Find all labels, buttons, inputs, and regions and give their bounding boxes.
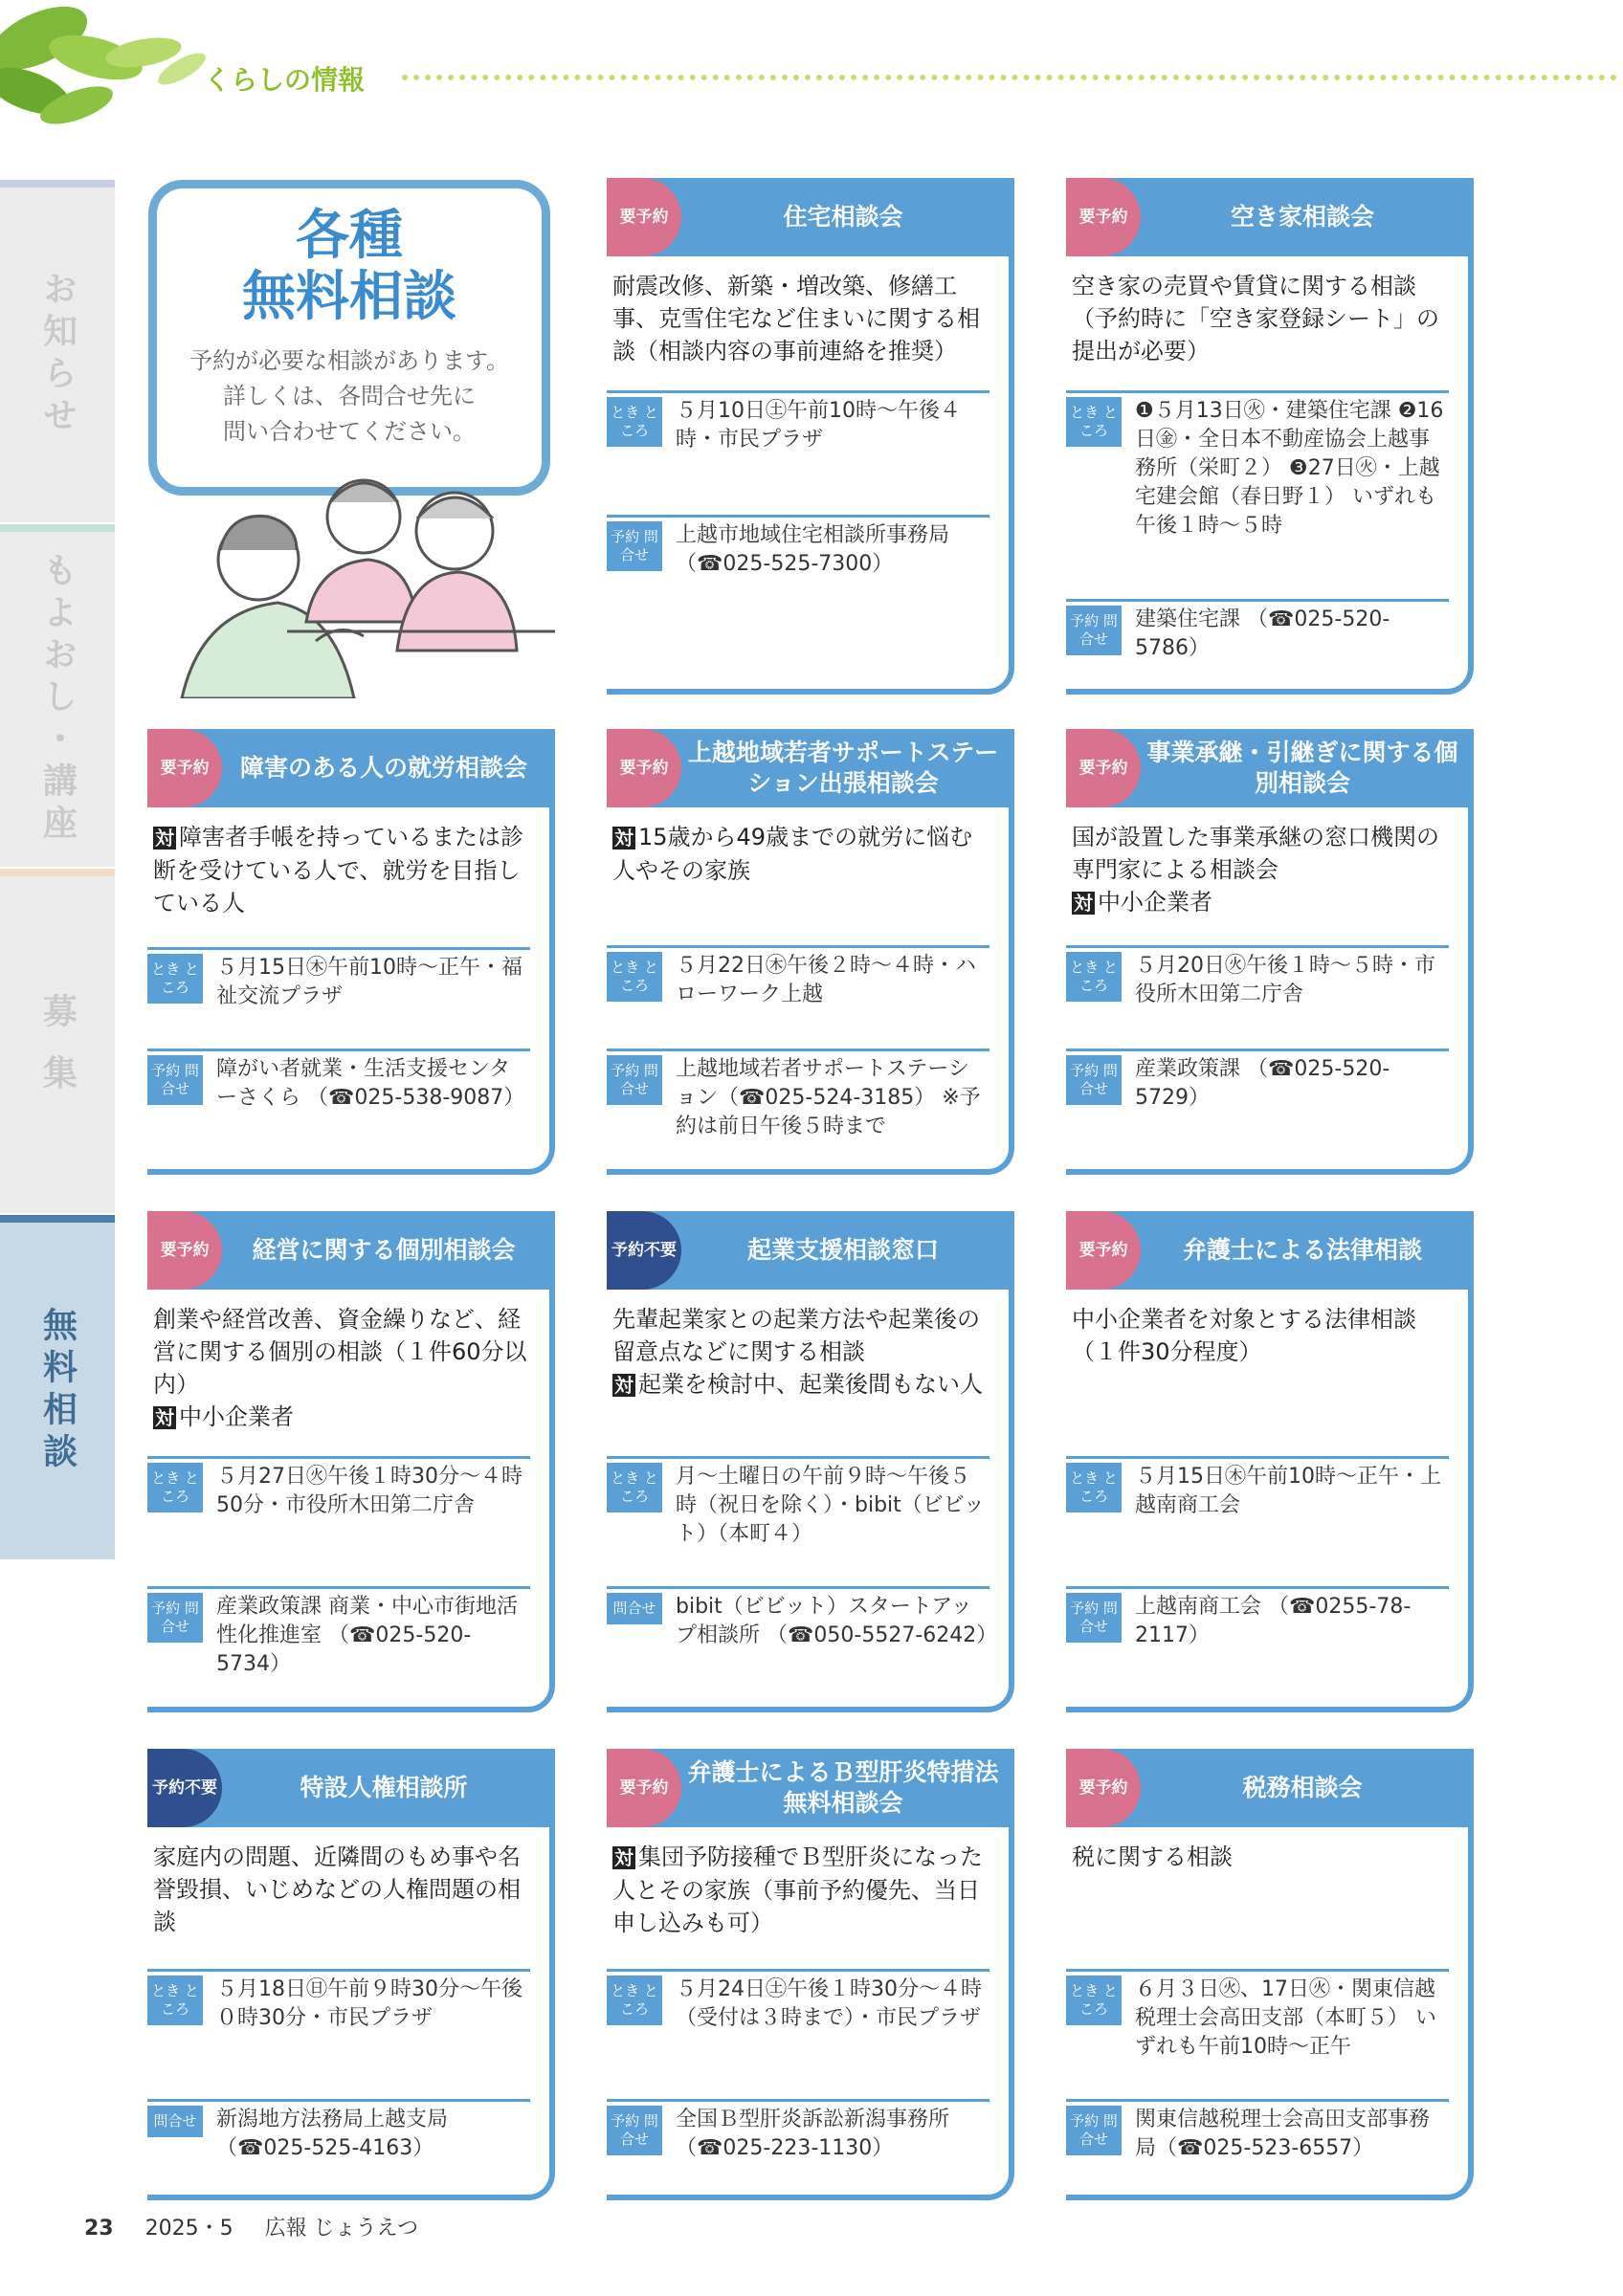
contact-value: 全国Ｂ型肝炎訴訟新潟事務所 （☎025-223-1130） bbox=[676, 2108, 950, 2160]
schedule-row bbox=[1066, 1969, 1449, 2062]
card-description: 対 集団予防接種でＢ型肝炎になった人とその家族（事前予約優先、当日申し込みも可） bbox=[612, 1843, 983, 1936]
when-where-label: とき ところ bbox=[607, 1463, 662, 1512]
section-title: くらしの情報 bbox=[204, 64, 366, 96]
contact-row bbox=[1066, 1586, 1449, 1650]
when-where-label: とき ところ bbox=[147, 1463, 203, 1512]
card-b-kanen bbox=[607, 1749, 1014, 2200]
contact-row bbox=[607, 515, 989, 579]
schedule-row bbox=[147, 947, 530, 1011]
when-where-label: とき ところ bbox=[1066, 1463, 1122, 1512]
side-tab-moyooshi[interactable]: もよおし・講座 bbox=[0, 524, 115, 867]
contact-label: 予約 問合せ bbox=[1066, 2106, 1122, 2155]
reservation-badge: 要予約 bbox=[607, 178, 681, 256]
schedule-value: ５月27日㊋午後１時30分～４時50分・市役所木田第二庁舎 bbox=[216, 1465, 522, 1517]
schedule-value: ５月20日㊋午後１時～５時・市役所木田第二庁舎 bbox=[1135, 954, 1435, 1006]
card-description: 税に関する相談 bbox=[1072, 1843, 1233, 1870]
consultation-illustration bbox=[172, 459, 565, 698]
card-description: 耐震改修、新築・増改築、修繕工事、克雪住宅など住まいに関する相談（相談内容の事前連絡を推奨） bbox=[612, 273, 980, 364]
reservation-badge: 要予約 bbox=[607, 729, 681, 807]
reservation-badge: 要予約 bbox=[1066, 729, 1141, 807]
contact-row bbox=[147, 2099, 530, 2163]
reservation-badge: 要予約 bbox=[607, 1749, 681, 1827]
when-where-label: とき ところ bbox=[1066, 952, 1122, 1002]
card-description: 国が設置した事業承継の窓口機関の専門家による相談会 対 中小企業者 bbox=[1072, 824, 1439, 916]
card-kigyo-shien bbox=[607, 1211, 1014, 1712]
contact-value: 産業政策課 商業・中心市街地活性化推進室 （☎025-520-5734） bbox=[216, 1595, 518, 1676]
card-title: 弁護士によるＢ型肝炎特措法無料相談会 bbox=[687, 1758, 999, 1817]
schedule-value: ❶５月13日㊋・建築住宅課 ❷16日㊎・全日本不動産協会上越事務所（栄町２） ❸27日㊋・上越宅建会館（春日野１） いずれも午後１時～５時 bbox=[1135, 399, 1444, 538]
card-title: 税務相談会 bbox=[1242, 1774, 1363, 1801]
schedule-value: ６月３日㊋、17日㊋・関東信越税理士会高田支部（本町５） いずれも午前10時～正午 bbox=[1135, 1977, 1436, 2059]
contact-label: 予約 問合せ bbox=[607, 1055, 662, 1105]
contact-label: 予約 問合せ bbox=[1066, 606, 1122, 655]
contact-value: 上越南商工会 （☎0255-78-2117） bbox=[1135, 1595, 1412, 1647]
card-description: 対 15歳から49歳までの就労に悩む人やその家族 bbox=[612, 824, 973, 884]
card-title: 空き家相談会 bbox=[1230, 203, 1374, 231]
schedule-value: ５月10日㊏午前10時～午後４時・市民プラザ bbox=[676, 399, 961, 452]
card-description: 創業や経営改善、資金繰りなど、経営に関する個別の相談（１件60分以内） 対 中小企業者 bbox=[153, 1306, 527, 1430]
schedule-row bbox=[607, 945, 989, 1009]
contact-value: 建築住宅課 （☎025-520-5786） bbox=[1135, 607, 1390, 660]
reservation-badge: 予約不要 bbox=[607, 1211, 681, 1290]
contact-value: 障がい者就業・生活支援センターさくら （☎025-538-9087） bbox=[216, 1057, 525, 1110]
contact-label: 予約 問合せ bbox=[147, 1055, 203, 1105]
reservation-badge: 要予約 bbox=[147, 1211, 222, 1290]
schedule-row bbox=[607, 1969, 989, 2033]
card-akiya bbox=[1066, 178, 1474, 695]
when-where-label: とき ところ bbox=[147, 1976, 203, 2025]
card-jutaku bbox=[607, 178, 1014, 695]
contact-value: 産業政策課 （☎025-520-5729） bbox=[1135, 1057, 1390, 1110]
card-title: 上越地域若者サポートステーション出張相談会 bbox=[687, 739, 999, 797]
contact-value: 上越市地域住宅相談所事務局 （☎025-525-7300） bbox=[676, 523, 950, 576]
reservation-badge: 要予約 bbox=[147, 729, 222, 807]
header-dotted-line bbox=[402, 75, 1617, 80]
card-zeimu bbox=[1066, 1749, 1474, 2200]
intro-text: 予約が必要な相談があります。 詳しくは、各問合せ先に 問い合わせてください。 bbox=[189, 347, 510, 445]
publication-name: 広報 じょうえつ bbox=[264, 2217, 419, 2241]
card-shogai-shuro bbox=[147, 729, 555, 1175]
schedule-value: ５月24日㊏午後１時30分～４時（受付は３時まで）・市民プラザ bbox=[676, 1977, 982, 2030]
card-bengoshi-horitsu bbox=[1066, 1211, 1474, 1712]
when-where-label: とき ところ bbox=[1066, 1976, 1122, 2025]
contact-row bbox=[1066, 599, 1449, 663]
contact-value: bibit（ビビット）スタートアップ相談所 （☎050-5527-6242） bbox=[676, 1595, 998, 1647]
schedule-row bbox=[147, 1456, 530, 1520]
target-label: 対 bbox=[155, 1406, 174, 1429]
target-label: 対 bbox=[614, 827, 634, 850]
card-title: 特設人権相談所 bbox=[300, 1774, 468, 1801]
contact-label: 問合せ bbox=[607, 1593, 662, 1624]
intro-title: 各種 無料相談 bbox=[242, 205, 456, 328]
side-tab-oshirase[interactable]: お知らせ bbox=[0, 180, 115, 522]
page-footer bbox=[84, 2212, 418, 2241]
when-where-label: とき ところ bbox=[1066, 397, 1122, 447]
card-jigyo-shokei bbox=[1066, 729, 1474, 1175]
contact-row bbox=[147, 1586, 530, 1679]
card-title: 起業支援相談窓口 bbox=[746, 1236, 939, 1264]
reservation-badge: 要予約 bbox=[1066, 1749, 1141, 1827]
reservation-badge: 要予約 bbox=[1066, 178, 1141, 256]
contact-label: 予約 問合せ bbox=[1066, 1593, 1122, 1643]
schedule-value: ５月22日㊍午後２時～４時・ハローワーク上越 bbox=[676, 954, 976, 1006]
contact-label: 予約 問合せ bbox=[607, 521, 662, 571]
target-label: 対 bbox=[614, 1374, 634, 1397]
leaves-decoration bbox=[0, 0, 220, 134]
contact-value: 関東信越税理士会高田支部事務局（☎025-523-6557） bbox=[1135, 2108, 1431, 2160]
schedule-row bbox=[1066, 1456, 1449, 1520]
issue-date: 2025・5 bbox=[145, 2217, 233, 2241]
contact-row bbox=[147, 1049, 530, 1113]
when-where-label: とき ところ bbox=[607, 1976, 662, 2025]
intro-box bbox=[148, 180, 550, 496]
contact-label: 予約 問合せ bbox=[1066, 1055, 1122, 1105]
schedule-row bbox=[607, 390, 989, 454]
schedule-value: ５月15日㊍午前10時～正午・福祉交流プラザ bbox=[216, 956, 522, 1008]
card-description: 家庭内の問題、近隣間のもめ事や名誉毀損、いじめなどの人権問題の相談 bbox=[153, 1843, 521, 1935]
card-wakamono bbox=[607, 729, 1014, 1175]
card-description: 中小企業者を対象とする法律相談（１件30分程度） bbox=[1072, 1306, 1416, 1365]
card-jinken bbox=[147, 1749, 555, 2200]
schedule-row bbox=[1066, 945, 1449, 1009]
schedule-value: 月～土曜日の午前９時～午後５時（祝日を除く）・bibit（ビビット）（本町４） bbox=[676, 1465, 985, 1546]
schedule-value: ５月15日㊍午前10時～正午・上越南商工会 bbox=[1135, 1465, 1441, 1517]
card-description: 空き家の売買や賃貸に関する相談（予約時に「空き家登録シート」の提出が必要） bbox=[1072, 273, 1439, 364]
contact-row bbox=[607, 1586, 998, 1650]
side-tab-boshu[interactable]: 募 集 bbox=[0, 869, 115, 1213]
card-title: 事業承継・引継ぎに関する個別相談会 bbox=[1146, 739, 1458, 797]
reservation-badge: 予約不要 bbox=[147, 1749, 222, 1827]
contact-label: 問合せ bbox=[147, 2106, 203, 2137]
target-label: 対 bbox=[1074, 892, 1093, 915]
contact-label: 予約 問合せ bbox=[607, 2106, 662, 2155]
card-title: 障害のある人の就労相談会 bbox=[239, 754, 527, 782]
target-label: 対 bbox=[614, 1846, 634, 1869]
contact-row bbox=[607, 2099, 989, 2163]
when-where-label: とき ところ bbox=[607, 952, 662, 1002]
schedule-row bbox=[1066, 390, 1449, 541]
schedule-row bbox=[147, 1969, 530, 2033]
card-keiei bbox=[147, 1211, 555, 1712]
contact-value: 上越地域若者サポートステーション（☎025-524-3185） ※予約は前日午後５時まで bbox=[676, 1057, 981, 1138]
reservation-badge: 要予約 bbox=[1066, 1211, 1141, 1290]
card-description: 対 障害者手帳を持っているまたは診断を受けている人で、就労を目指している人 bbox=[153, 824, 523, 916]
card-title: 弁護士による法律相談 bbox=[1182, 1236, 1422, 1264]
target-label: 対 bbox=[155, 827, 174, 850]
contact-value: 新潟地方法務局上越支局 （☎025-525-4163） bbox=[216, 2108, 449, 2160]
contact-row bbox=[607, 1049, 989, 1141]
card-title: 経営に関する個別相談会 bbox=[252, 1236, 516, 1264]
when-where-label: とき ところ bbox=[607, 397, 662, 447]
side-tab-muryo-sodan[interactable]: 無料相談 bbox=[0, 1215, 115, 1559]
contact-row bbox=[1066, 1049, 1449, 1113]
card-description: 先輩起業家との起業方法や起業後の留意点などに関する相談 対 起業を検討中、起業後間もない人 bbox=[612, 1306, 983, 1398]
contact-row bbox=[1066, 2099, 1449, 2163]
page-number: 23 bbox=[84, 2217, 114, 2241]
contact-label: 予約 問合せ bbox=[147, 1593, 203, 1643]
schedule-row bbox=[607, 1456, 989, 1549]
card-title: 住宅相談会 bbox=[783, 203, 903, 231]
when-where-label: とき ところ bbox=[147, 954, 203, 1004]
schedule-value: ５月18日㊐午前９時30分～午後０時30分・市民プラザ bbox=[216, 1977, 522, 2030]
